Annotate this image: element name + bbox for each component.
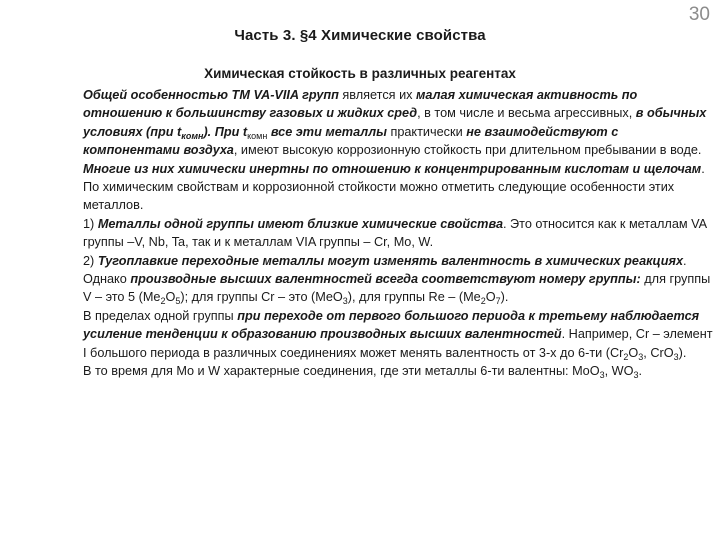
text-run: O (165, 290, 176, 305)
subscript: 7 (495, 296, 501, 307)
subscript: 2 (480, 296, 486, 307)
subscript: 5 (175, 296, 181, 307)
text-run: . (701, 161, 705, 176)
paragraph-4 (7, 252, 715, 307)
body-text (7, 86, 715, 381)
text-run: производные высших валентностей всегда соответствуют номеру группы: (130, 272, 641, 287)
text-run: не взаимодействуют с компонентами воздуха (83, 124, 619, 158)
text-run: Тугоплавкие переходные металлы могут изменять валентность в химических реакциях (97, 253, 684, 268)
text-run: 1) (83, 216, 98, 231)
text-run: ). (500, 290, 509, 305)
text-run: является их (338, 88, 417, 102)
section-subtitle: Химическая стойкость в различных реагентах (204, 66, 516, 81)
text-run: , имеют высокую коррозионную стойкость при длительном пребывании в воде. (233, 143, 702, 158)
paragraph-3 (7, 215, 715, 252)
paragraph-6 (7, 362, 715, 380)
subscript: 2 (160, 296, 166, 307)
text-run: в обычных условиях (при t (83, 106, 707, 139)
paragraph-2: По химическим свойствам и коррозионной стойкости можно отметить следующие особенности этих металлов. (83, 180, 675, 213)
text-run: . Однако (83, 253, 687, 287)
text-run: Металлы одной группы имеют близкие химические свойства (97, 216, 503, 231)
text-run: Общей особенностью ТМ VA-VIIA групп (83, 88, 339, 102)
subscript: 2 (623, 351, 629, 362)
paragraph-5 (7, 307, 715, 362)
subscript: комн (247, 130, 268, 141)
text-run: В пределах одной группы (83, 308, 238, 323)
subscript: 3 (342, 296, 348, 307)
text-run: . Например, Cr – элемент I большого периода в различных соединениях может менять валентность от 3-х до 6-ти (Cr (83, 327, 713, 360)
subscript: комн (181, 130, 204, 141)
text-run: 2) (83, 253, 98, 268)
text-run: , CrO (643, 345, 674, 360)
text-run: ). (678, 345, 687, 360)
text-run: для группы V – это 5 (Me (83, 272, 711, 305)
text-run: В то время для Mo и W характерные соединения, где эти металлы 6-ти валентны: MoO (83, 364, 600, 379)
text-run: ). При t (203, 124, 248, 139)
text-run: . Это относится как к металлам VA группы –V, Nb, Ta, так и к металлам VIA группы – Cr, Mo, W. (83, 216, 707, 250)
text-run: ), для группы Re – (Me (347, 290, 481, 305)
subscript: 3 (638, 351, 644, 362)
text-run: все эти металлы (267, 124, 387, 139)
text-run: Многие из них химически инертны по отношению к концентрированным кислотам и щелочам (83, 161, 702, 176)
text-run: , WO (604, 364, 634, 379)
text-run: , в том числе и весьма агрессивных, (417, 106, 636, 121)
subscript: 3 (633, 370, 639, 381)
subscript: 3 (599, 370, 605, 381)
text-run: практически (386, 124, 467, 139)
text-run: O (628, 345, 639, 360)
page-title: Часть 3. §4 Химические свойства (234, 27, 486, 44)
text-run: . (638, 364, 643, 379)
text-run: O (485, 290, 496, 305)
text-run: ); для группы Cr – это (MeO (180, 290, 343, 305)
paragraph-1 (7, 86, 715, 178)
text-run: малая химическая активность по отношению к большинству газовых и жидких сред (83, 88, 638, 121)
page-number: 30 (688, 4, 710, 25)
subscript: 3 (673, 351, 679, 362)
text-run: при переходе от первого большого периода к третьему наблюдается усиление тенденции к образованию производных высших валентностей (83, 308, 700, 342)
